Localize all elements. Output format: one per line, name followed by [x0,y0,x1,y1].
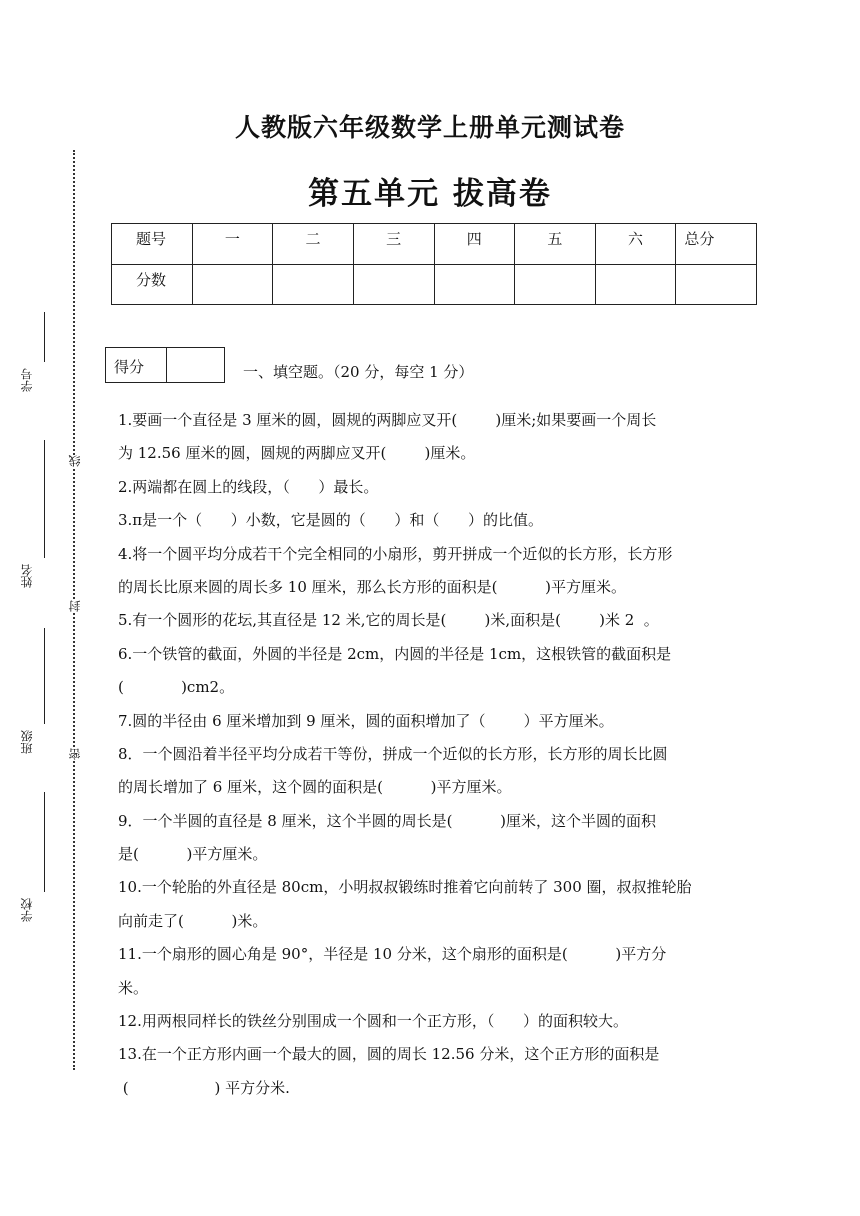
name-label: 姓名 [20,564,34,588]
header-cell-2: 二 [273,224,354,265]
page-subtitle: 第五单元 拔高卷 [308,176,552,212]
score-cell-3[interactable] [353,264,434,305]
question-line: 4.将一个圆平均分成若干个完全相同的小扇形，剪开拼成一个近似的长方形，长方形 [118,544,673,563]
score-cell-1[interactable] [192,264,273,305]
name-blank [44,440,45,558]
section-score-box [105,347,225,383]
question-line: 13.在一个正方形内画一个最大的圆，圆的周长 12.56 分米，这个正方形的面积是 [118,1045,660,1064]
header-cell-6: 六 [595,224,676,265]
score-box-label: 得分 [106,348,167,383]
question-line: 8．一个圆沿着半径平均分成若干等份，拼成一个近似的长方形，长方形的周长比圆 [118,744,668,763]
page-title: 人教版六年级数学上册单元测试卷 [234,113,625,142]
score-table [111,223,757,305]
question-line: ( ) 平方分米. [118,1078,290,1097]
score-table-header-row [112,224,757,265]
question-list [118,404,768,1105]
question-line: 2.两端都在圆上的线段，（ ）最长。 [118,477,379,496]
question-line: 为 12.56 厘米的圆，圆规的两脚应叉开( )厘米。 [118,444,476,463]
header-cell-1: 一 [192,224,273,265]
school-label: 学校 [20,898,34,922]
question-line: 的周长增加了 6 厘米，这个圆的面积是( )平方厘米。 [118,778,512,797]
score-cell-5[interactable] [515,264,596,305]
score-cell-6[interactable] [595,264,676,305]
section-heading: 一、填空题。（20 分，每空 1 分） [243,363,474,381]
question-line: ( )cm2。 [118,678,235,697]
school-blank [44,792,45,892]
header-cell-total: 总分 [676,224,757,265]
question-line: 1.要画一个直径是 3 厘米的圆，圆规的两脚应叉开( )厘米;如果要画一个周长 [118,411,657,429]
question-line: 向前走了( )米。 [118,911,268,930]
score-table-score-row [112,264,757,305]
score-cell-total[interactable] [676,264,757,305]
student-id-label: 学号 [20,368,34,392]
question-line: 9．一个半圆的直径是 8 厘米，这个半圆的周长是( )厘米，这个半圆的面积 [118,811,657,830]
seal-mark-seal: 封 [68,600,82,612]
seal-mark-secret: 密 [68,748,82,760]
student-id-blank [44,312,45,362]
question-line: 7.圆的半径由 6 厘米增加到 9 厘米，圆的面积增加了（ ）平方厘米。 [118,711,614,730]
question-line: 12.用两根同样长的铁丝分别围成一个圆和一个正方形，（ ）的面积较大。 [118,1012,628,1031]
question-line: 6.一个铁管的截面，外圆的半径是 2cm，内圆的半径是 1cm，这根铁管的截面积是 [118,644,672,663]
header-cell-4: 四 [434,224,515,265]
class-label: 班级 [20,730,34,754]
header-cell-5: 五 [515,224,596,265]
header-cell-3: 三 [353,224,434,265]
score-cell-4[interactable] [434,264,515,305]
header-cell-question-number: 题号 [112,224,193,265]
question-line: 是( )平方厘米。 [118,845,268,864]
score-cell-2[interactable] [273,264,354,305]
class-blank [44,628,45,724]
question-line: 的周长比原来圆的周长多 10 厘米，那么长方形的面积是( )平方厘米。 [118,577,627,596]
question-line: 3.π是一个（ ）小数，它是圆的（ ）和（ ）的比值。 [118,511,543,530]
question-line: 10.一个轮胎的外直径是 80cm，小明叔叔锻练时推着它向前转了 300 圈，叔叔推轮胎 [118,878,692,897]
question-line: 米。 [118,978,149,997]
score-box-value[interactable] [167,348,225,383]
seal-mark-line: 线 [68,455,82,467]
question-line: 5.有一个圆形的花坛,其直径是 12 米,它的周长是( )米,面积是( )米 2 。 [118,611,659,630]
score-row-label: 分数 [112,264,193,305]
question-line: 11.一个扇形的圆心角是 90°，半径是 10 分米，这个扇形的面积是( )平方分 [118,945,667,964]
